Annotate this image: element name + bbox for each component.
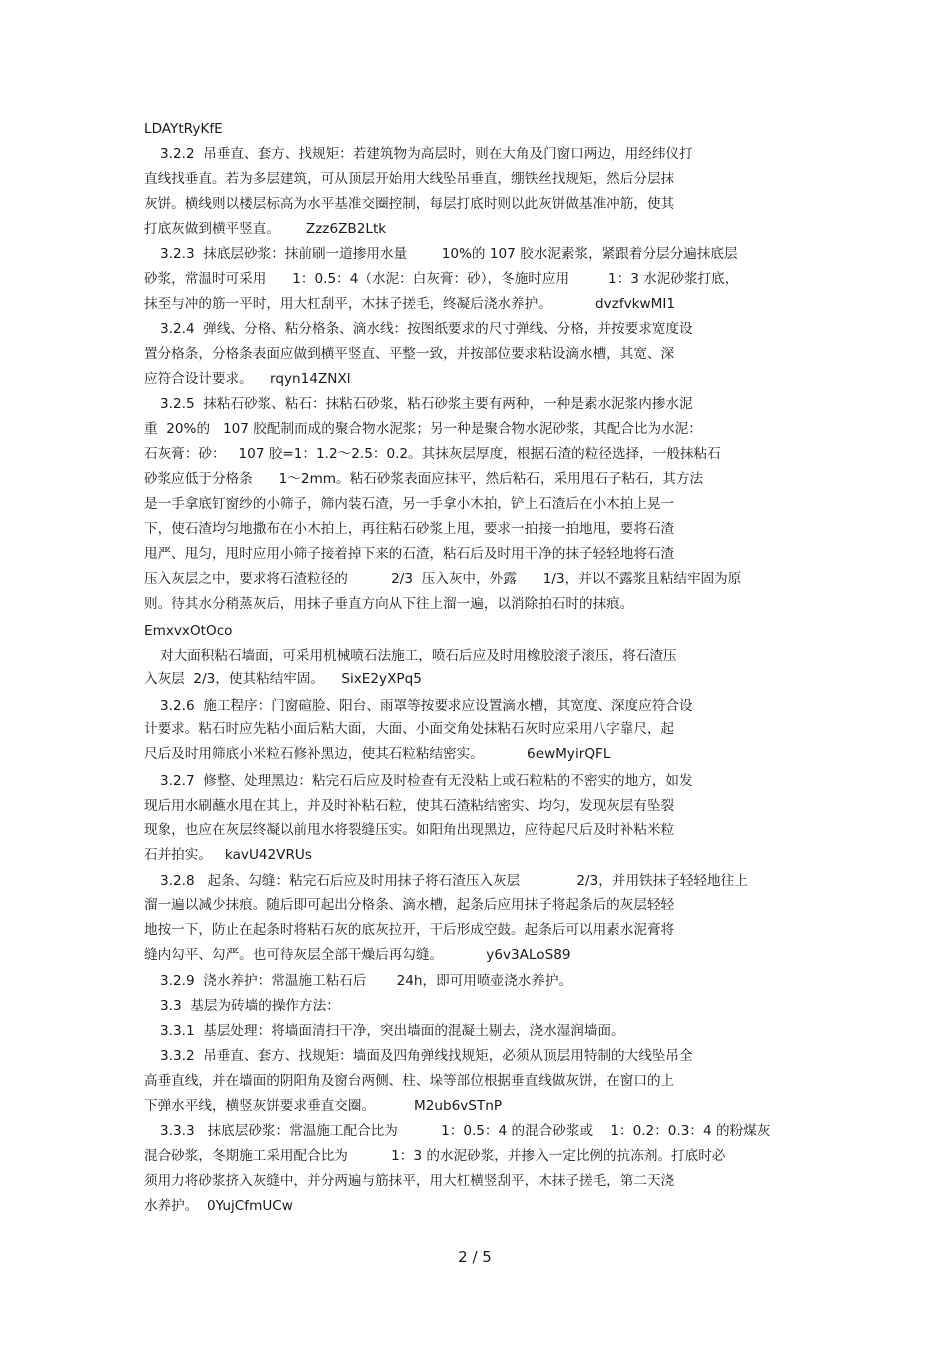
text-line: 须用力将砂浆挤入灰缝中，并分两遍与筋抹平，用大杠横竖刮平，木抹子搓毛，第二天浇 [144,1173,675,1189]
text-line: 3.2.8 起条、勾缝：粘完石后应及时用抹子将石渣压入灰层 2/3，并用铁抹子轻轻地往上 [160,873,748,889]
text-line: 3.3.3 抹底层砂浆：常温施工配合比为 1：0.5：4 的混合砂浆或 1：0.2：0.3：4 的粉煤灰 [160,1123,771,1139]
text-line: EmxvxOtOco [144,623,233,639]
text-line: 打底灰做到横平竖直。 Zzz6ZB2Ltk [144,221,387,237]
text-line: 地按一下，防止在起条时将粘石灰的底灰拉开，干后形成空鼓。起条后可以用素水泥膏将 [144,922,675,938]
text-line: 对大面积粘石墙面，可采用机械喷石法施工，喷石后应及时用橡胶滚子滚压，将石渣压 [160,648,677,664]
text-line: 3.2.5 抹粘石砂浆、粘石：抹粘石砂浆，粘石砂浆主要有两种，一种是素水泥浆内掺水泥 [160,396,693,412]
text-line: 3.2.9 浇水养护：常温施工粘石后 24h，即可用喷壶浇水养护。 [160,973,573,989]
text-line: 3.3.2 吊垂直、套方、找规矩：墙面及四角弹线找规矩，必须从顶层用特制的大线坠吊全 [160,1048,693,1064]
text-line: 现象，也应在灰层终凝以前甩水将裂缝压实。如阳角出现黑边，应待起尺后及时补粘米粒 [144,822,675,838]
text-line: 直线找垂直。若为多层建筑，可从顶层开始用大线坠吊垂直，绷铁丝找规矩，然后分层抹 [144,171,675,187]
text-line: 尺后及时用筛底小米粒石修补黑边，使其石粒粘结密实。 6ewMyirQFL [144,746,611,762]
text-line: 现后用水刷蘸水甩在其上，并及时补粘石粒，使其石渣粘结密实、均匀，发现灰层有坠裂 [144,798,675,814]
text-line: 缝内勾平、勾严。也可待灰层全部干燥后再勾缝。 y6v3ALoS89 [144,947,571,963]
text-line: 3.2.6 施工程序：门窗碹脸、阳台、雨罩等按要求应设置滴水槽，其宽度、深度应符合设 [160,698,693,714]
text-line: 3.2.7 修整、处理黑边：粘完石后应及时检查有无没粘上或石粒粘的不密实的地方，如发 [160,773,693,789]
text-line: 溜一遍以减少抹痕。随后即可起出分格条、滴水槽，起条后应用抹子将起条后的灰层轻轻 [144,897,675,913]
text-line: 3.3 基层为砖墙的操作方法： [160,998,340,1014]
text-line: 下，使石渣均匀地撒布在小木拍上，再往粘石砂浆上甩，要求一拍接一拍地甩，要将石渣 [144,521,675,537]
text-line: 石灰膏：砂： 107 胶=1：1.2～2.5：0.2。其抹灰层厚度，根据石渣的粒径选择，一般抹粘石 [144,446,721,462]
page-number: 2 / 5 [458,1248,492,1266]
text-line: 甩严、甩匀，甩时应用小筛子接着掉下来的石渣，粘石后及时用干净的抹子轻轻地将石渣 [144,546,675,562]
text-line: LDAYtRyKfE [144,121,223,137]
text-line: 压入灰层之中，要求将石渣粒径的 2/3 压入灰中，外露 1/3，并以不露浆且粘结牢固为原 [144,571,742,587]
text-line: 3.2.3 抹底层砂浆：抹前刷一道掺用水量 10%的 107 胶水泥素浆，紧跟着分层分遍抹底层 [160,246,738,262]
text-line: 3.2.2 吊垂直、套方、找规矩：若建筑物为高层时，则在大角及门窗口两边，用经纬仪打 [160,146,693,162]
text-line: 置分格条，分格条表面应做到横平竖直、平整一致，并按部位要求粘设滴水槽，其宽、深 [144,346,675,362]
text-line: 应符合设计要求。 rqyn14ZNXl [144,371,351,387]
text-line: 3.3.1 基层处理：将墙面清扫干净，突出墙面的混凝土剔去，浇水湿润墙面。 [160,1023,625,1039]
text-line: 高垂直线，并在墙面的阴阳角及窗台两侧、柱、垛等部位根据垂直线做灰饼，在窗口的上 [144,1073,675,1089]
text-line: 下弹水平线，横竖灰饼要求垂直交圈。 M2ub6vSTnP [144,1098,503,1114]
text-line: 抹至与冲的筋一平时，用大杠刮平，木抹子搓毛，终凝后浇水养护。 dvzfvkwMI1 [144,296,676,312]
text-line: 是一手拿底钉窗纱的小筛子，筛内装石渣，另一手拿小木拍，铲上石渣后在小木拍上晃一 [144,496,675,512]
text-line: 砂浆，常温时可采用 1：0.5：4（水泥：白灰膏：砂），冬施时应用 1：3 水泥砂浆打底， [144,271,739,287]
text-line: 则。待其水分稍蒸灰后，用抹子垂直方向从下往上溜一遍，以消除拍石时的抹痕。 [144,596,634,612]
text-line: 石并拍实。 kavU42VRUs [144,847,312,863]
text-line: 砂浆应低于分格条 1～2mm。粘石砂浆表面应抹平，然后粘石，采用甩石子粘石，其方法 [144,471,704,487]
text-line: 入灰层 2/3，使其粘结牢固。 SixE2yXPq5 [144,671,422,687]
text-line: 混合砂浆，冬期施工采用配合比为 1：3 的水泥砂浆，并掺入一定比例的抗冻剂。打底时必 [144,1148,726,1164]
text-line: 水养护。 0YujCfmUCw [144,1198,293,1214]
text-line: 3.2.4 弹线、分格、粘分格条、滴水线：按图纸要求的尺寸弹线、分格，并按要求宽度设 [160,321,693,337]
text-line: 灰饼。横线则以楼层标高为水平基准交圈控制，每层打底时则以此灰饼做基准冲筋，使其 [144,196,675,212]
text-line: 重 20%的 107 胶配制而成的聚合物水泥浆；另一种是聚合物水泥砂浆，其配合比为水泥： [144,421,702,437]
text-line: 计要求。粘石时应先粘小面后粘大面，大面、小面交角处抹粘石灰时应采用八字靠尺，起 [144,721,675,737]
